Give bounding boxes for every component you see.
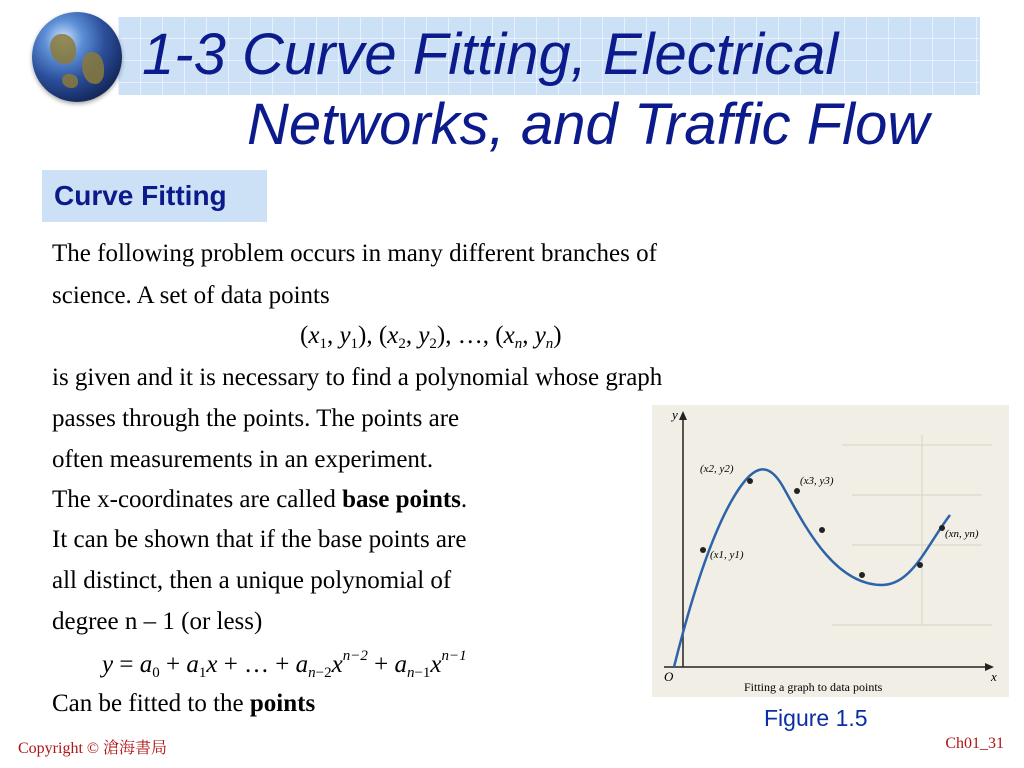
body-line-6: The x-coordinates are called base points. [52,486,468,513]
figure-curve-fitting [652,405,1009,697]
globe-icon [32,12,122,102]
point-label-n: (xn, yn) [945,528,979,540]
body-line-2: science. A set of data points [52,282,330,309]
figure-inner-caption: Fitting a graph to data points [744,680,883,694]
body-line-8: all distinct, then a unique polynomial of [52,567,452,594]
body-line-1: The following problem occurs in many different branches of [52,240,657,267]
figure-caption: Figure 1.5 [764,705,868,731]
data-points-equation: ($x_1$, $y_1$), ($x_2$, $y_2$), …, ($x_n$, $y_n$) [300,322,562,352]
title-line-2: Networks, and Traffic Flow [247,92,930,157]
body-line-5: often measurements in an experiment. [52,446,434,473]
body-line-3: is given and it is necessary to find a polynomial whose graph [52,364,663,391]
data-point-6 [917,562,923,568]
title-line-1: 1-3 Curve Fitting, Electrical [142,22,839,87]
section-label-text: Curve Fitting [54,180,227,211]
section-label [42,170,267,222]
body-line-9: degree n – 1 (or less) [52,608,263,635]
body-line-10: Can be fitted to the points [52,690,316,717]
data-point-2 [747,478,753,484]
point-label-3: (x3, y3) [800,475,834,487]
data-point-5 [859,572,865,578]
origin-label: O [664,669,674,684]
point-label-2: (x2, y2) [700,463,734,475]
page-title [142,18,1002,162]
base-points-term: base points [342,486,461,513]
points-term: points [249,690,316,717]
x-axis-label: x [991,669,997,684]
point-label-1: (x1, y1) [710,549,744,561]
data-point-1 [700,547,706,553]
body-line-4: passes through the points. The points are [52,405,460,432]
copyright-footer: Copyright © 滄海書局 [18,740,168,757]
y-axis-label: y [672,407,678,422]
slide-number: Ch01_31 [945,735,1004,752]
body-line-7: It can be shown that if the base points are [52,526,467,553]
data-point-4 [819,527,825,533]
data-point-3 [794,488,800,494]
polynomial-equation: $y = a_0 + a_1x$ + … + $a_{n-2}x^{n-2} + a_{n-1}x^{n-1}$ [102,648,467,681]
